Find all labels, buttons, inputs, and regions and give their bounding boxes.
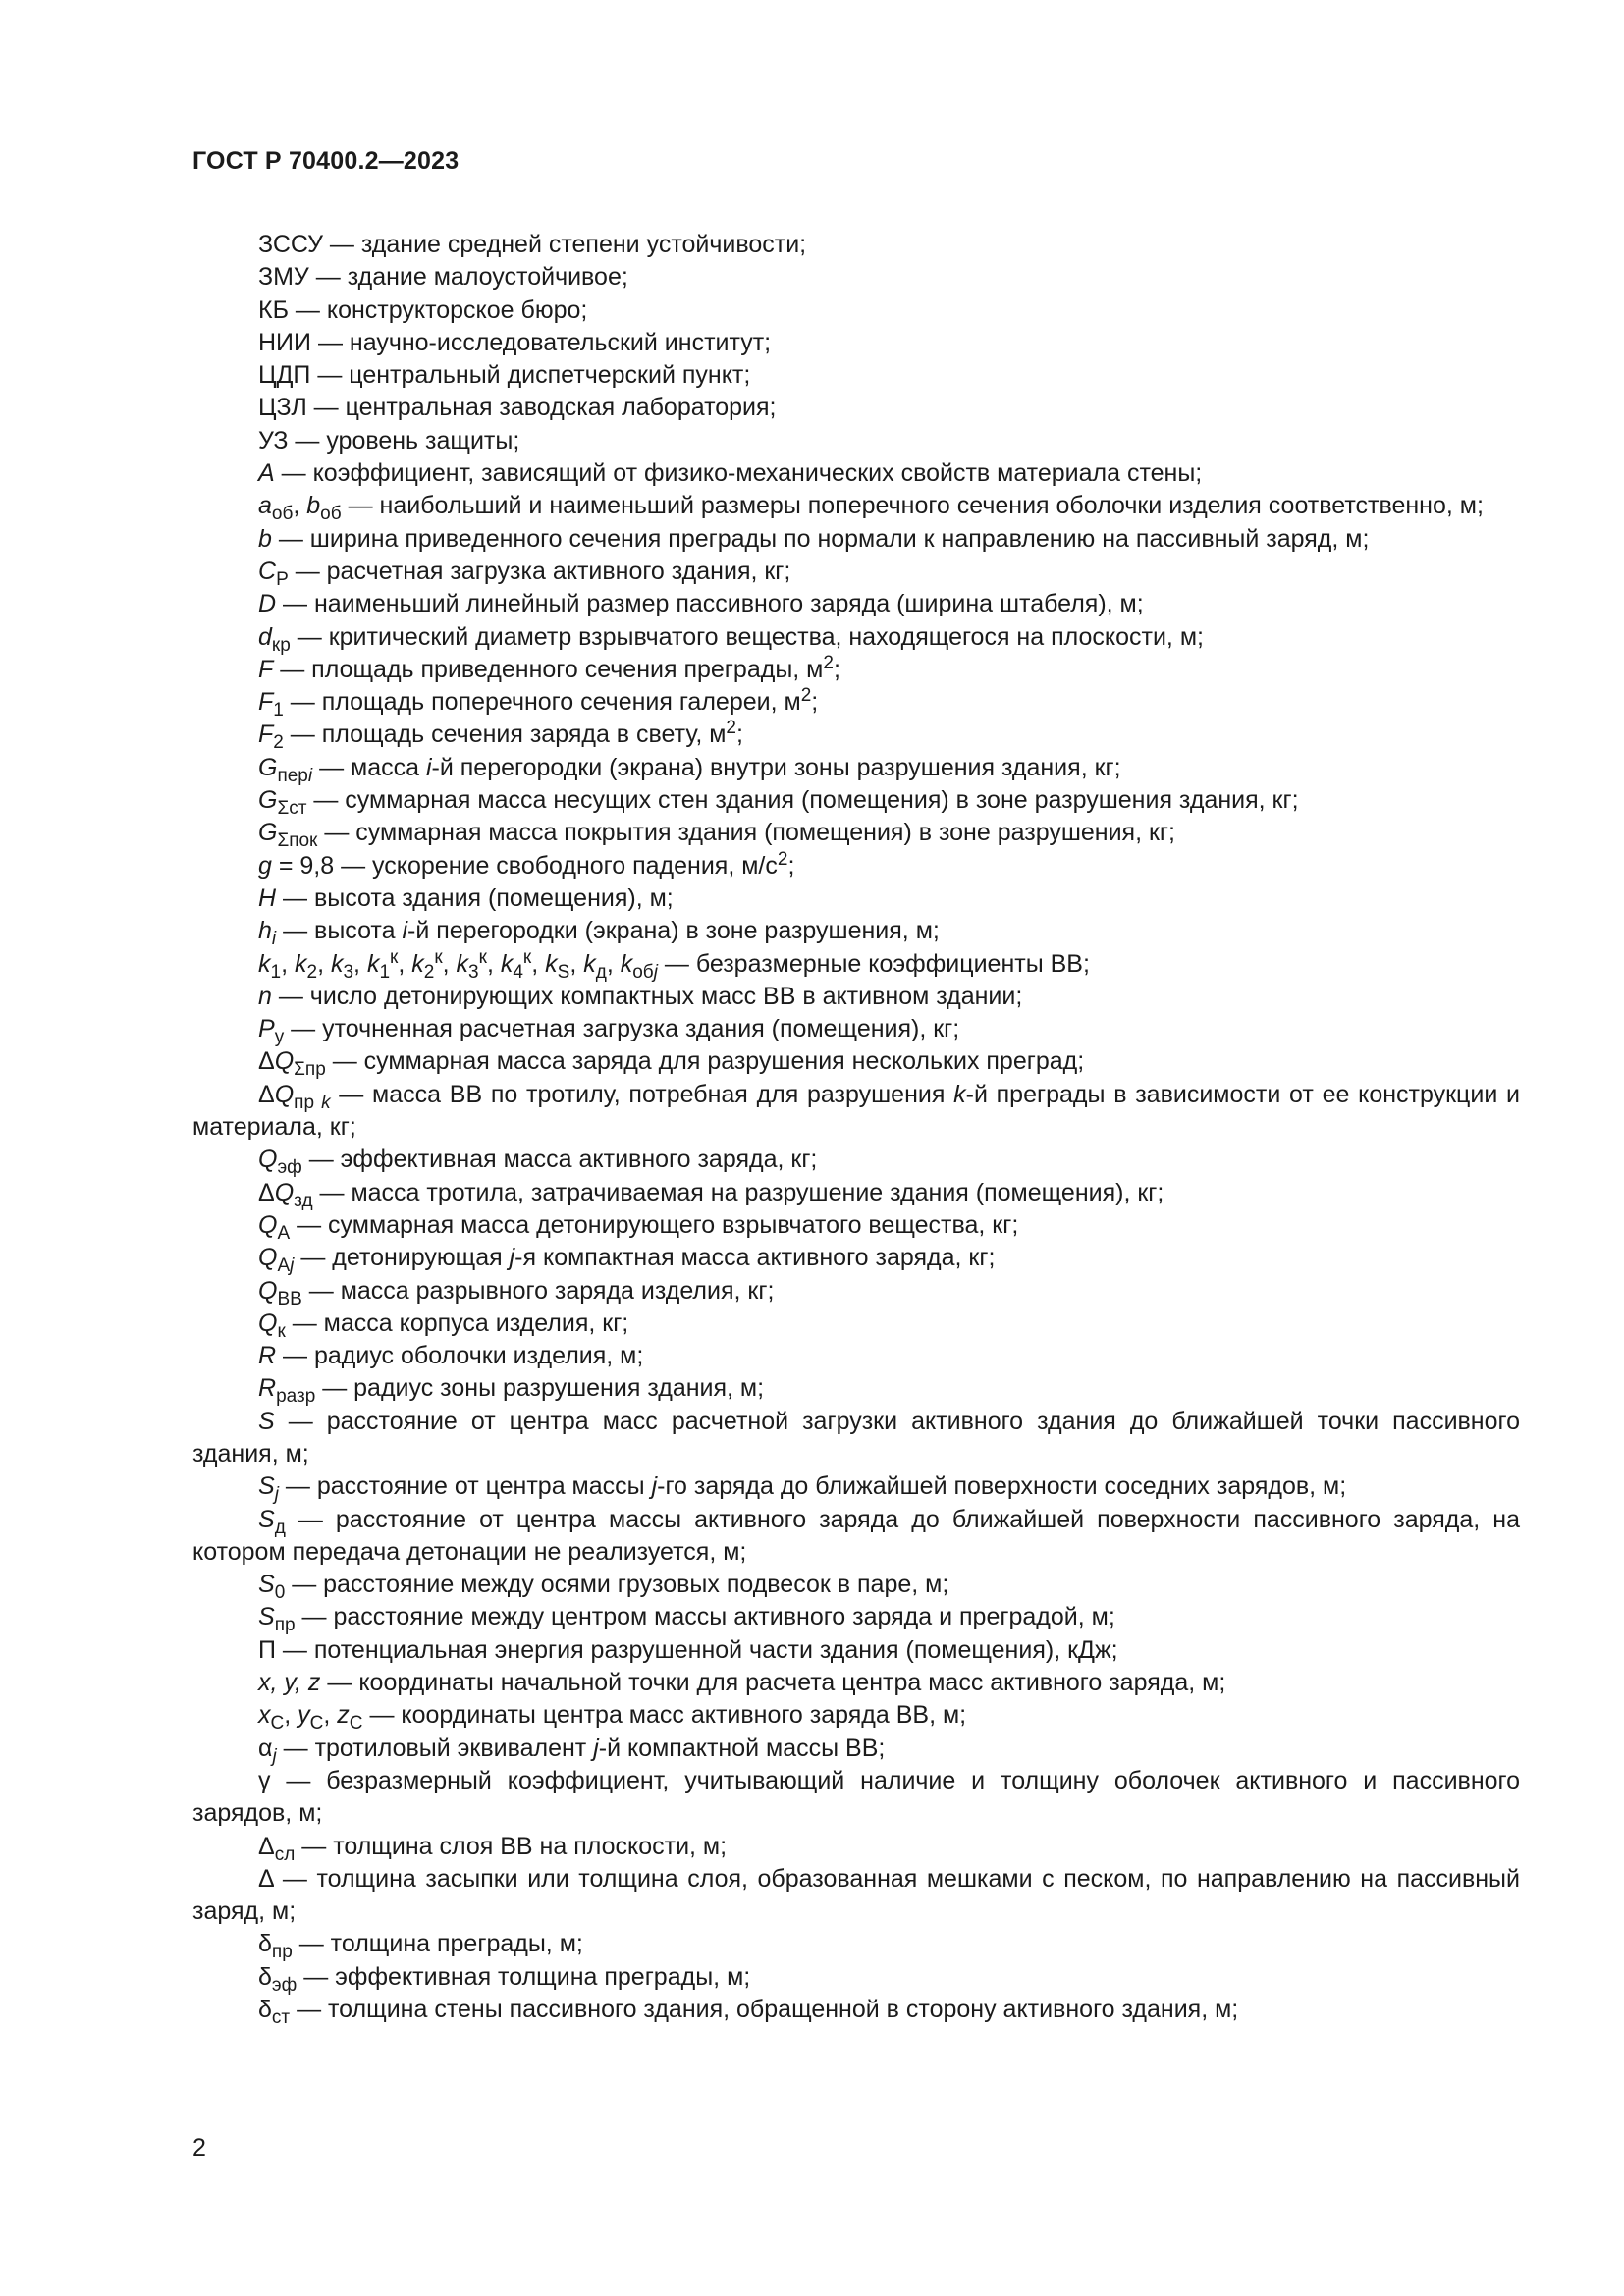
abbreviations-list <box>192 229 1520 2029</box>
list-item: $S_{пр}$ — расстояние между центром массы активного заряда и преградой, м; <box>258 1603 1115 1636</box>
list-item: H — высота здания (помещения), м; <box>258 883 674 912</box>
list-item: S — расстояние от центра масс расчетной загрузки активного здания до ближайшей точки пассивного здания, м; <box>192 1407 1520 1468</box>
list-item: $C_Р$ — расчетная загрузка активного здания, кг; <box>258 557 791 590</box>
list-item: ЗССУ — здание средней степени устойчивости; <box>258 231 807 258</box>
list-item: $h_i$ — высота i-й перегородки (экрана) в зоне разрушения, м; <box>258 917 940 950</box>
list-item: $\alpha_j$ — тротиловый эквивалент j-й компактной массы ВВ; <box>258 1734 886 1767</box>
list-item: γ — безразмерный коэффициент, учитывающий наличие и толщину оболочек активного и пассивного зарядов, м; <box>192 1766 1520 1828</box>
list-item: R — радиус оболочки изделия, м; <box>258 1342 644 1370</box>
list-item: НИИ — научно-исследовательский институт; <box>258 328 772 356</box>
list-item: $\delta_{пр}$ — толщина преграды, м; <box>258 1930 583 1963</box>
list-item: $P_у$ — уточненная расчетная загрузка здания (помещения), кг; <box>258 1015 960 1048</box>
list-item: $\Delta Q_{\Sigma пр}$ — суммарная масса заряда для разрушения нескольких преград; <box>258 1047 1085 1081</box>
list-item: $S_0$ — расстояние между осями грузовых подвесок в паре, м; <box>258 1571 949 1604</box>
list-item: А — коэффициент, зависящий от физико-механических свойств материала стены; <box>258 459 1203 488</box>
list-item: КБ — конструкторское бюро; <box>258 295 588 324</box>
list-item: $x_С$, $y_С$, $z_С$ — координаты центра масс активного заряда ВВ, м; <box>258 1701 967 1735</box>
list-item: $F_2$ — площадь сечения заряда в свету, $м^2$; <box>258 718 743 754</box>
list-item: b — ширина приведенного сечения преграды по нормали к направлению на пассивный заряд, м; <box>258 524 1370 553</box>
list-item: $S_j$ — расстояние от центра массы j-го заряда до ближайшей поверхности соседних зарядов, м; <box>258 1472 1347 1506</box>
document-header: ГОСТ Р 70400.2—2023 <box>192 147 460 175</box>
list-item: $Q_А$ — суммарная масса детонирующего взрывчатого вещества, кг; <box>258 1210 1019 1244</box>
list-item: $R_{разр}$ — радиус зоны разрушения здания, м; <box>258 1374 765 1408</box>
list-item: П — потенциальная энергия разрушенной части здания (помещения), кДж; <box>258 1635 1118 1664</box>
list-item: Δ — толщина засыпки или толщина слоя, образованная мешками с песком, по направлению на пассивный заряд, м; <box>192 1864 1520 1926</box>
list-item: $S_д$ — расстояние от центра массы активного заряда до ближайшей поверхности пассивного заряда, на котором передача детонации не реализуется, м; <box>192 1505 1520 1566</box>
page-number: 2 <box>192 2134 206 2162</box>
list-item: x, y, z — координаты начальной точки для расчета центра масс активного заряда, м; <box>258 1669 1226 1697</box>
list-item: $\Delta Q_{зд}$ — масса тротила, затрачиваемая на разрушение здания (помещения), кг; <box>258 1178 1164 1211</box>
list-item: $G_{\Sigma ст}$ — суммарная масса несущих стен здания (помещения) в зоне разрушения здания, кг; <box>258 786 1299 820</box>
list-item: ЦЗЛ — центральная заводская лаборатория; <box>258 394 777 422</box>
list-item: D — наименьший линейный размер пассивного заряда (ширина штабеля), м; <box>258 590 1144 618</box>
list-item: $G_{перi}$ — масса i-й перегородки (экрана) внутри зоны разрушения здания, кг; <box>258 753 1121 786</box>
list-item: УЗ — уровень защиты; <box>258 426 520 454</box>
list-item: $\Delta_{сл}$ — толщина слоя ВВ на плоскости, м; <box>258 1832 728 1865</box>
list-item: ЗМУ — здание малоустойчивое; <box>258 263 628 292</box>
list-item: $G_{\Sigma пок}$ — суммарная масса покрытия здания (помещения) в зоне разрушения, кг; <box>258 819 1175 852</box>
list-item: $\delta_{ст}$ — толщина стены пассивного здания, обращенной в сторону активного здания, м; <box>258 1996 1239 2029</box>
list-item: $Q_{Аj}$ — детонирующая j-я компактная масса активного заряда, кг; <box>258 1244 996 1277</box>
list-item: ЦДП — центральный диспетчерский пункт; <box>258 361 751 390</box>
list-item: $\Delta Q_{пр k}$ — масса ВВ по тротилу, потребная для разрушения k-й преграды в зависимости от ее конструкции и материала, кг; <box>192 1080 1520 1142</box>
list-item: $Q_{ВВ}$ — масса разрывного заряда изделия, кг; <box>258 1276 775 1309</box>
list-item: $a_{об}$, $b_{об}$ — наибольший и наименьший размеры поперечного сечения оболочки изделия соответственно, м; <box>258 492 1484 525</box>
list-item: $d_{кр}$ — критический диаметр взрывчатого вещества, находящегося на плоскости, м; <box>258 622 1204 656</box>
list-item: $\delta_{эф}$ — эффективная толщина преграды, м; <box>258 1962 751 1996</box>
list-item: $F_1$ — площадь поперечного сечения галереи, $м^2$; <box>258 685 819 721</box>
list-item: g = 9,8 — ускорение свободного падения, $м/с^2$; <box>258 848 795 880</box>
list-item: $Q_к$ — масса корпуса изделия, кг; <box>258 1308 629 1342</box>
list-item: F — площадь приведенного сечения преграды, $м^2$; <box>258 652 840 683</box>
list-item: n — число детонирующих компактных масс ВВ в активном здании; <box>258 982 1023 1010</box>
list-item: $Q_{эф}$ — эффективная масса активного заряда, кг; <box>258 1146 818 1179</box>
list-item: $k_1$, $k_2$, $k_3$, $k_1^к$, $k_2^к$, $k_3^к$, $k_4^к$, $k_S$, $k_д$, $k_{обj}$ — безразмерные коэффициенты ВВ; <box>258 946 1090 983</box>
